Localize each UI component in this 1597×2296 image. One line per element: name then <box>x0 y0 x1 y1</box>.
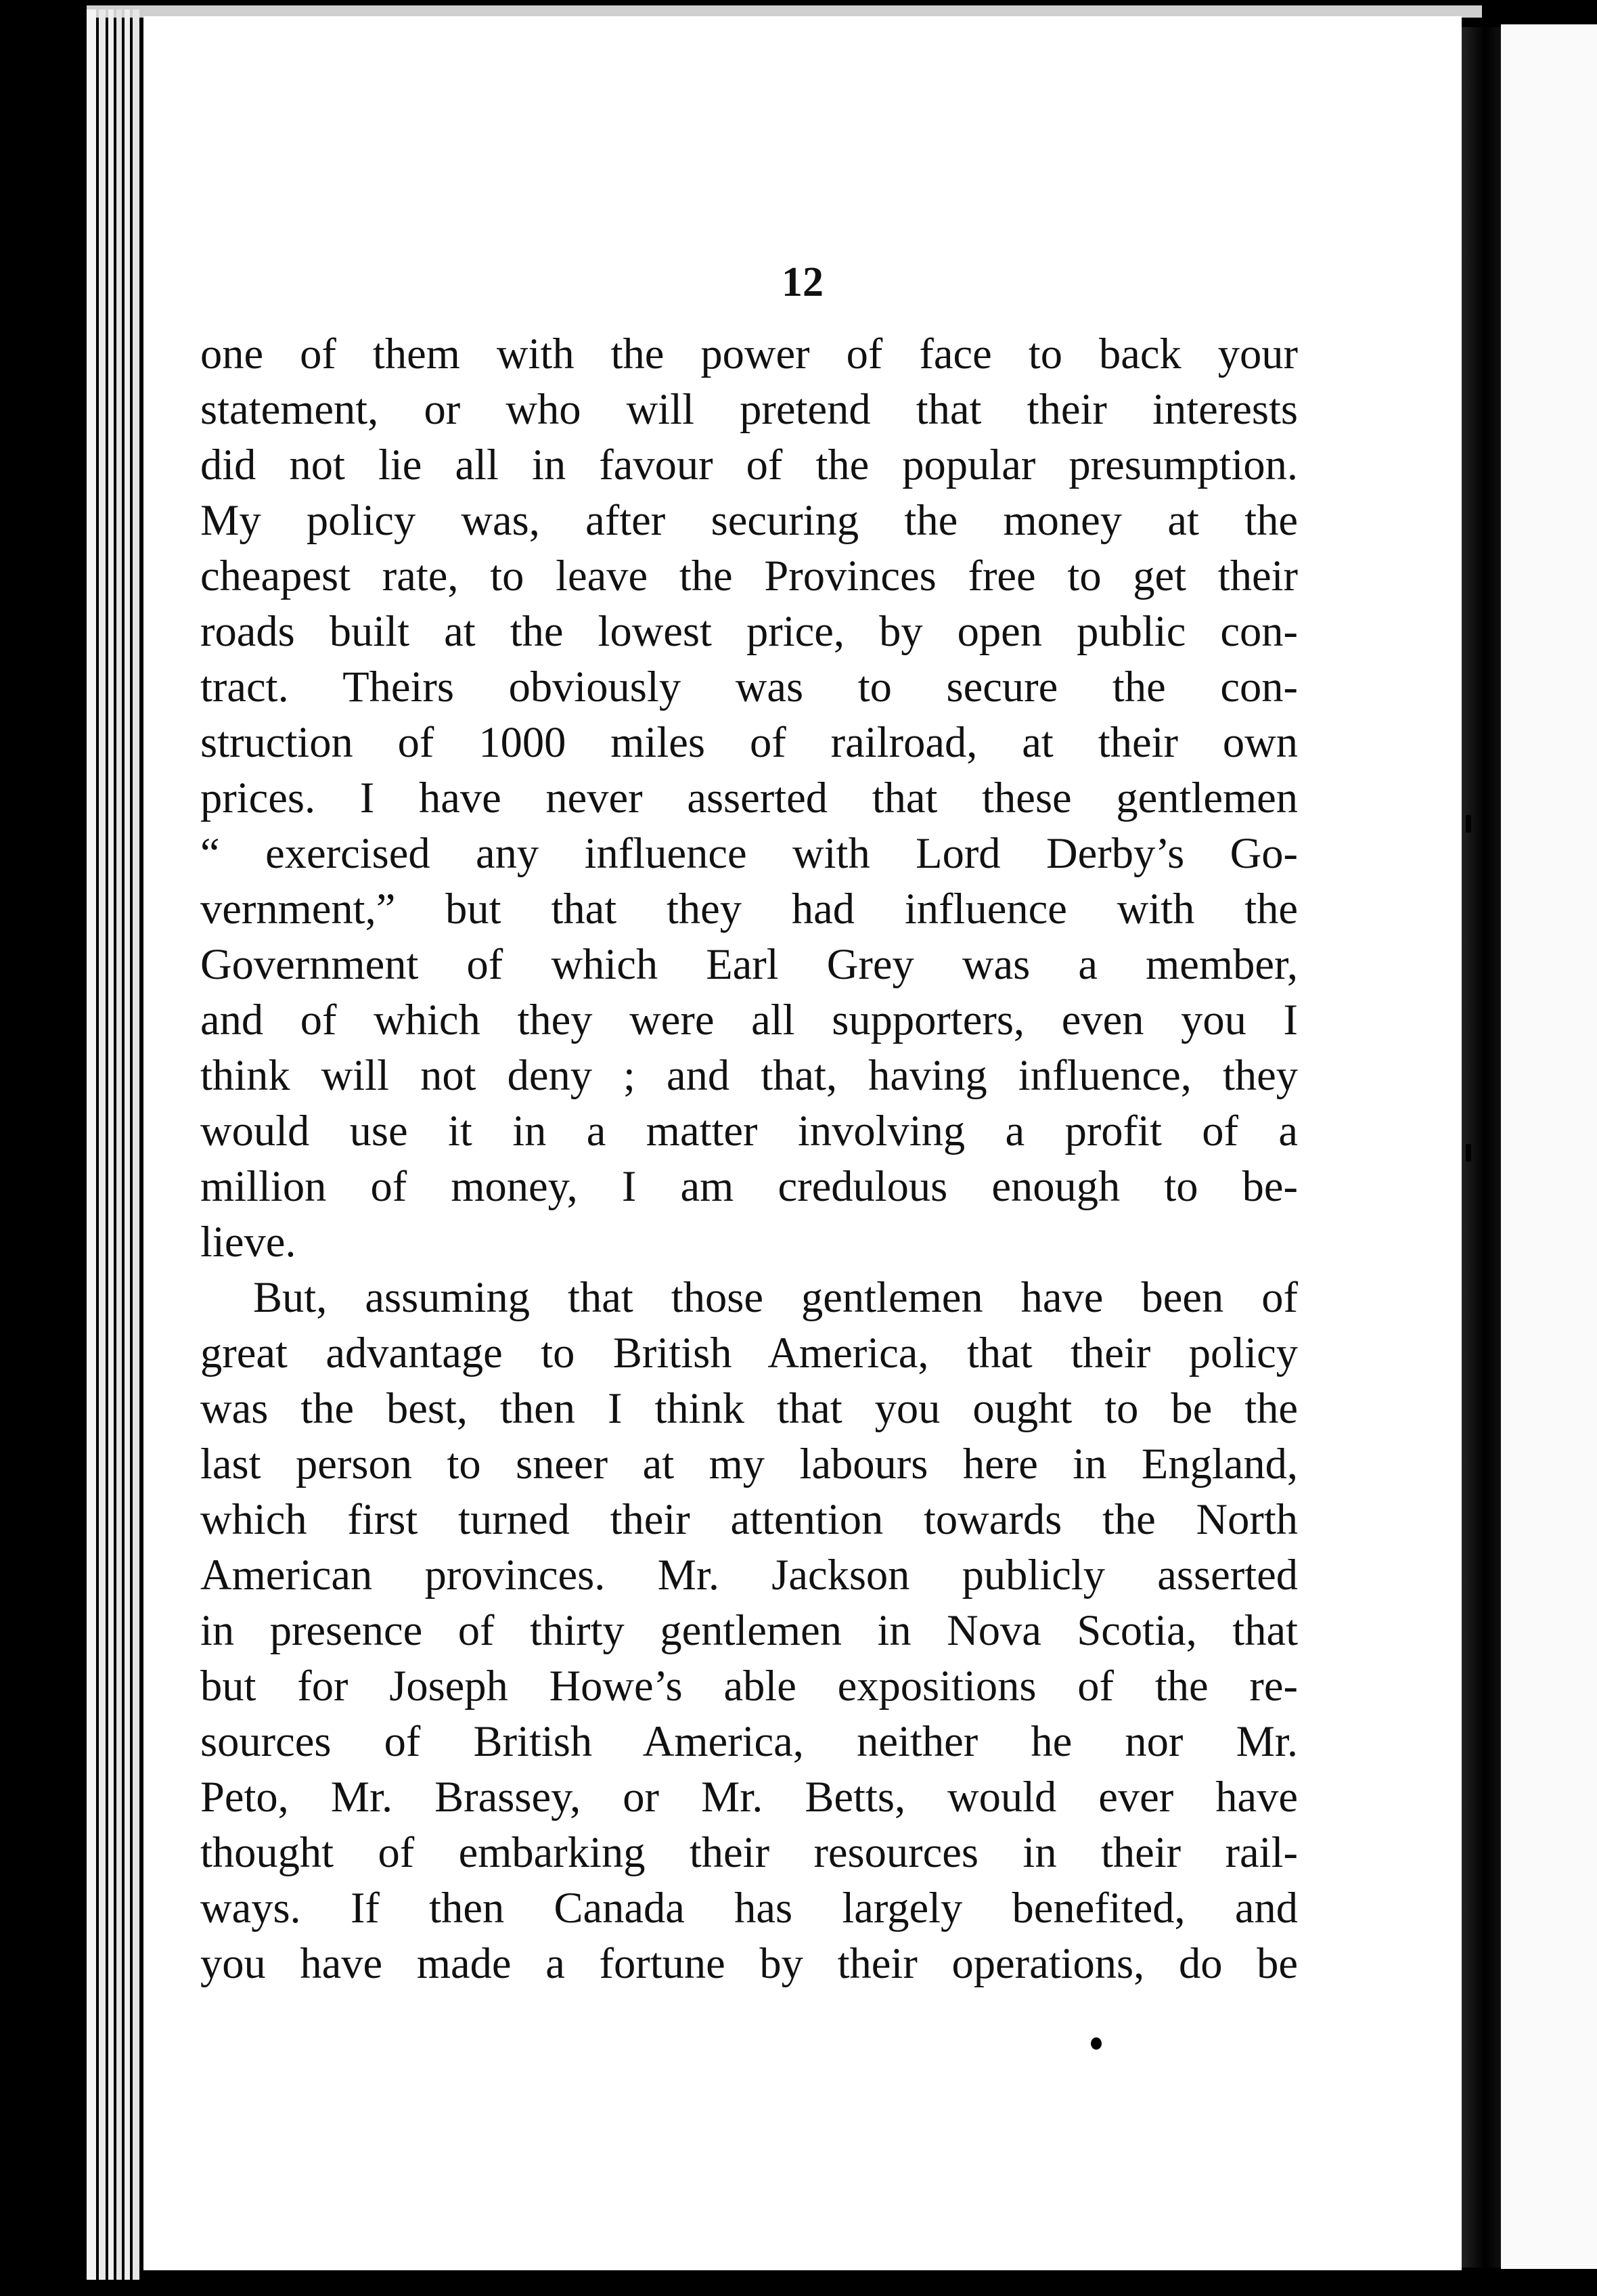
text-line: thought of embarking their resources in their rail- <box>200 1828 1298 1876</box>
text-line: tract. Theirs obviously was to secure the con- <box>200 663 1298 711</box>
text-line: cheapest rate, to leave the Provinces free to get their <box>200 552 1298 600</box>
text-line: prices. I have never asserted that these gentlemen <box>200 774 1298 822</box>
text-line: was the best, then I think that you ought to be the <box>200 1384 1298 1432</box>
page-edge <box>125 9 130 2280</box>
text-line: sources of British America, neither he nor Mr. <box>200 1717 1298 1765</box>
text-line: ways. If then Canada has largely benefited, and <box>200 1884 1298 1932</box>
page-edge <box>87 9 96 2280</box>
text-line: But, assuming that those gentlemen have been of <box>253 1273 1298 1321</box>
paragraph-2 <box>200 1270 1298 1991</box>
text-line: you have made a fortune by their operations, do be <box>200 1939 1298 1987</box>
text-line: but for Joseph Howe’s able expositions of the re- <box>200 1662 1298 1710</box>
text-line: lieve. <box>200 1218 296 1266</box>
page-edge <box>99 9 106 2280</box>
text-line: Government of which Earl Grey was a member, <box>200 940 1298 988</box>
body-text <box>200 326 1298 1991</box>
text-line: great advantage to British America, that their policy <box>200 1329 1298 1377</box>
text-line: one of them with the power of face to back your <box>200 330 1298 378</box>
text-line: My policy was, after securing the money at the <box>200 496 1298 544</box>
page-edge <box>133 9 139 2280</box>
page-edge <box>108 9 114 2280</box>
page-tab-mark <box>1466 815 1471 833</box>
text-line: “ exercised any influence with Lord Derby’s Go- <box>200 829 1298 877</box>
text-line: last person to sneer at my labours here in England, <box>200 1440 1298 1488</box>
text-line: did not lie all in favour of the popular presumption. <box>200 441 1298 489</box>
next-page-leaf <box>1501 24 1597 2269</box>
text-line: million of money, I am credulous enough to be- <box>200 1162 1298 1210</box>
text-line: think will not deny ; and that, having influence, they <box>200 1051 1298 1099</box>
text-line: statement, or who will pretend that their interests <box>200 385 1298 433</box>
page-number: 12 <box>782 259 824 305</box>
paragraph-1 <box>200 326 1298 1270</box>
text-line: in presence of thirty gentlemen in Nova Scotia, that <box>200 1606 1298 1654</box>
text-line: struction of 1000 miles of railroad, at their own <box>200 718 1298 766</box>
text-line: Peto, Mr. Brassey, or Mr. Betts, would ever have <box>200 1773 1298 1821</box>
page-tab-mark <box>1466 1144 1471 1162</box>
text-line: roads built at the lowest price, by open public con- <box>200 607 1298 655</box>
page-edge <box>116 9 122 2280</box>
text-line: which first turned their attention towards the North <box>200 1495 1298 1543</box>
text-line: vernment,” but that they had influence with the <box>200 885 1298 933</box>
text-line: would use it in a matter involving a profit of a <box>200 1107 1298 1155</box>
ink-speck <box>20 299 31 307</box>
text-line: American provinces. Mr. Jackson publicly asserted <box>200 1551 1298 1599</box>
ink-speck <box>1091 2037 1102 2050</box>
text-line: and of which they were all supporters, even you I <box>200 996 1298 1044</box>
